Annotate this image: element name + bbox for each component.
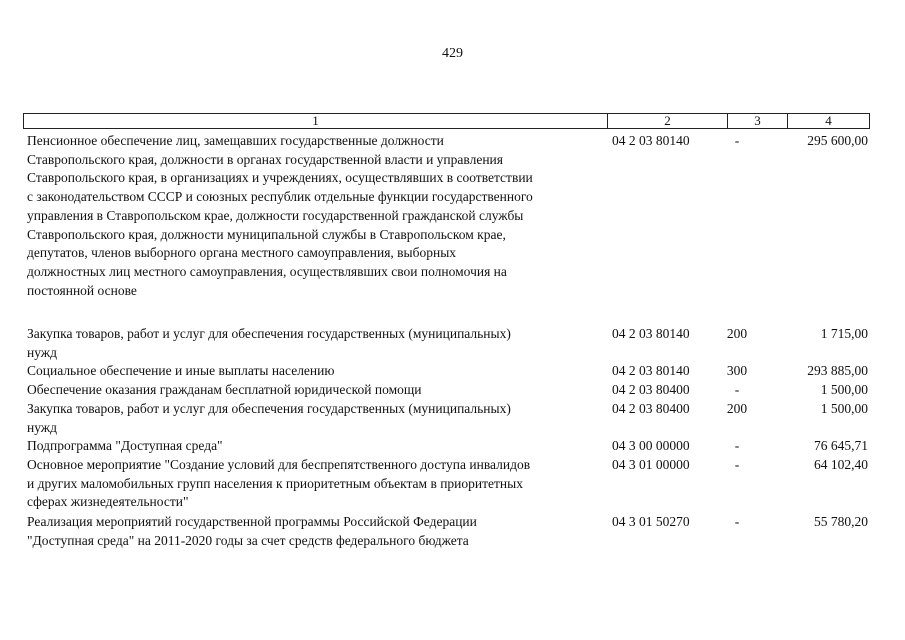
row-sum: 1 715,00	[820, 326, 868, 341]
page-number: 429	[442, 46, 463, 61]
row-name-line: и других маломобильных групп населения к приоритетным объектам в приоритетных	[27, 475, 523, 491]
row-name-line: нужд	[27, 419, 57, 435]
header-col-3: 3	[728, 114, 788, 128]
row-code: 04 3 01 00000	[612, 457, 690, 472]
row-type: -	[734, 133, 740, 148]
row-name-line: Реализация мероприятий государственной программы Российской Федерации	[27, 514, 477, 529]
header-col-2: 2	[608, 114, 728, 128]
row-type: -	[734, 514, 740, 529]
row-name-line: должностных лиц местного самоуправления, осуществлявших свои полномочия на	[27, 263, 507, 279]
table-header-row	[23, 113, 870, 129]
row-name-line: депутатов, членов выборного органа местного самоуправления, выборных	[27, 245, 457, 261]
row-name	[27, 362, 605, 381]
row-code: 04 3 00 00000	[612, 438, 690, 453]
row-sum: 1 500,00	[820, 382, 868, 397]
row-name-line: "Доступная среда" на 2011-2020 годы за счет средств федерального бюджета	[27, 532, 469, 548]
row-name-line: сферах жизнедеятельности"	[27, 494, 189, 510]
row-sum: 64 102,40	[814, 457, 868, 472]
row-name-line: Ставропольского края, должности муниципальной службы в Ставропольском крае,	[27, 226, 506, 242]
row-name-line: Закупка товаров, работ и услуг для обеспечения государственных (муниципальных)	[27, 326, 511, 341]
row-code: 04 2 03 80140	[612, 363, 690, 378]
row-sum: 55 780,20	[814, 514, 868, 529]
row-name-line: Закупка товаров, работ и услуг для обеспечения государственных (муниципальных)	[27, 401, 511, 416]
row-name-line: постоянной основе	[27, 282, 137, 298]
row-name-line: нужд	[27, 344, 57, 360]
row-name-line: с законодательством СССР и союзных республик отдельные функции государственного	[27, 189, 533, 205]
row-name-line: Ставропольского края, в организациях и учреждениях, осуществлявших в соответствии	[27, 170, 533, 186]
row-type: 200	[726, 401, 748, 416]
row-type: 300	[726, 363, 748, 378]
row-name	[27, 513, 605, 550]
row-name-line: Ставропольского края, должности в органах государственной власти и управления	[27, 151, 503, 167]
row-name	[27, 381, 605, 400]
row-name-line: Пенсионное обеспечение лиц, замещавших государственные должности	[27, 133, 444, 148]
row-name-line: Социальное обеспечение и иные выплаты населению	[27, 363, 335, 378]
row-name	[27, 456, 605, 512]
row-name	[27, 437, 605, 456]
row-name-line: Основное мероприятие "Создание условий для беспрепятственного доступа инвалидов	[27, 457, 531, 472]
row-code: 04 3 01 50270	[612, 514, 690, 529]
row-type: -	[734, 457, 740, 472]
row-name	[27, 400, 605, 437]
header-col-4: 4	[825, 113, 832, 128]
row-code: 04 2 03 80400	[612, 382, 690, 397]
row-sum: 293 885,00	[807, 363, 868, 378]
header-col-1: 1	[24, 114, 608, 128]
row-name	[27, 132, 605, 300]
row-name-line: управления в Ставропольском крае, должности государственной гражданской службы	[27, 207, 524, 223]
row-type: 200	[726, 326, 748, 341]
row-name-line: Обеспечение оказания гражданам бесплатной юридической помощи	[27, 382, 422, 397]
row-type: -	[734, 382, 740, 397]
row-code: 04 2 03 80400	[612, 401, 690, 416]
row-name-line: Подпрограмма "Доступная среда"	[27, 438, 223, 453]
row-sum: 76 645,71	[814, 438, 868, 453]
row-name	[27, 325, 605, 362]
row-code: 04 2 03 80140	[612, 326, 690, 341]
row-type: -	[734, 438, 740, 453]
row-sum: 1 500,00	[820, 401, 868, 416]
row-code: 04 2 03 80140	[612, 133, 690, 148]
row-sum: 295 600,00	[807, 133, 868, 148]
